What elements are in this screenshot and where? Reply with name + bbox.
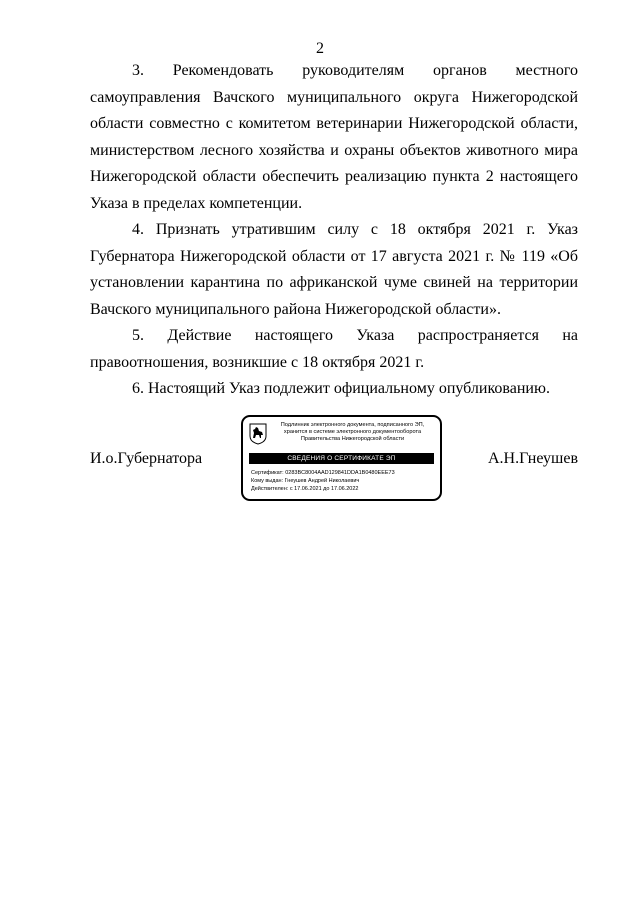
stamp-header [271, 422, 434, 443]
stamp-details [251, 469, 434, 493]
issued-to-row [251, 477, 434, 485]
stamp-banner: СВЕДЕНИЯ О СЕРТИФИКАТЕ ЭП [249, 453, 434, 464]
signatory-name: А.Н.Гнеушев [488, 450, 578, 467]
issued-to-value: Гнеушев Андрей Николаевич [284, 478, 360, 484]
validity-value: с 17.06.2021 до 17.06.2022 [289, 486, 359, 492]
stamp-header-line: Подлинник электронного документа, подписанного ЭП, [280, 422, 425, 428]
electronic-signature-stamp [241, 415, 442, 501]
certificate-row [251, 469, 434, 477]
certificate-label: Сертификат: [251, 470, 284, 476]
signatory-position: И.о.Губернатора [90, 450, 203, 467]
nizhny-novgorod-coat-of-arms-icon [249, 423, 267, 445]
page-number: 2 [316, 40, 324, 57]
certificate-value: 0283BC8004AAD129841DDA1B0480EEE73 [285, 470, 395, 476]
issued-to-label: Кому выдан: [251, 478, 284, 484]
paragraph-5: 5. Действие настоящего Указа распространяется на правоотношения, возникшие с 18 октября 2021 г. [90, 327, 578, 371]
paragraph-4: 4. Признать утратившим силу с 18 октября 2021 г. Указ Губернатора Нижегородской области от 17 августа 2021 г. № 119 «Об установлении карантина по африканской чуме свиней на территории Вачского муниципального района Нижегородской области». [90, 221, 578, 318]
document-body [90, 58, 578, 403]
stamp-header-line: Правительства Нижегородской области [300, 436, 405, 442]
stamp-header-line: хранится в системе электронного документооборота [283, 429, 422, 435]
validity-row [251, 485, 434, 493]
paragraph-6: 6. Настоящий Указ подлежит официальному опубликованию. [132, 380, 550, 397]
validity-label: Действителен: [251, 486, 289, 492]
paragraph-3: 3. Рекомендовать руководителям органов местного самоуправления Вачского муниципального округа Нижегородской области совместно с комитетом ветеринарии Нижегородской области, министерством лесного хозяйства и охраны объектов животного мира Нижегородской области обеспечить реализацию пункта 2 настоящего Указа в пределах компетенции. [90, 62, 578, 212]
